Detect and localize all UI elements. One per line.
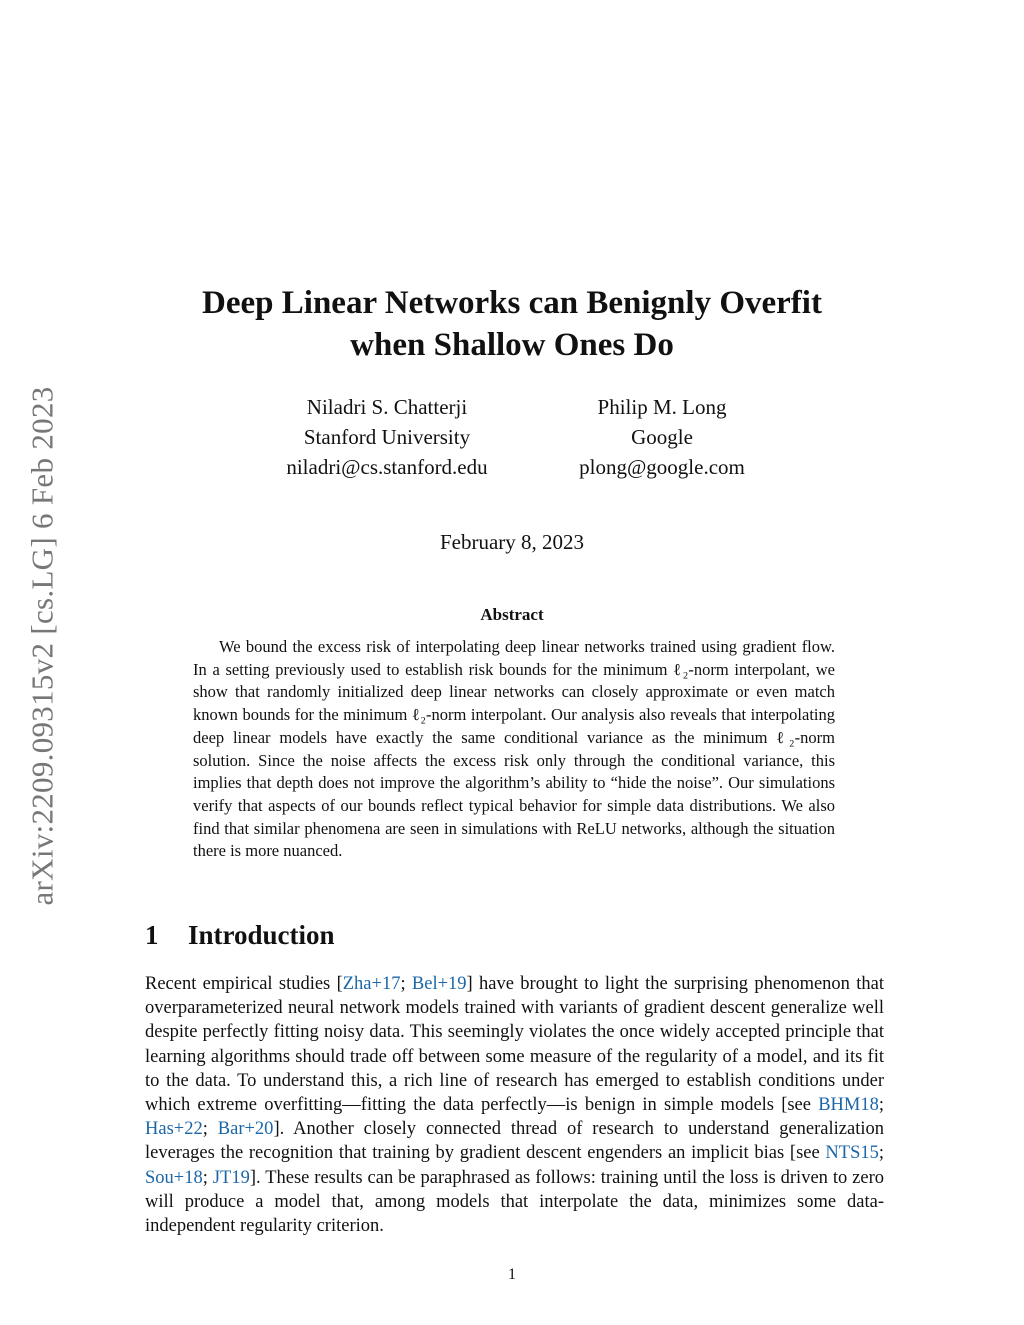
section-number: 1 [145,920,159,950]
intro-paragraph [145,972,884,1238]
citation-link[interactable]: Bar+20 [217,1119,274,1140]
page-number: 1 [508,1266,516,1283]
citation-link[interactable]: JT19 [212,1167,250,1188]
paper-date: February 8, 2023 [439,530,585,554]
section-title: Introduction [188,920,335,950]
intro-text-4: ]. These results can be paraphrased as follows: training until the loss is driven to zero will produce a model that, among models that interpolate the data, minimizes some data-independent regularity criterion. [145,1167,884,1237]
author-1-affiliation: Stanford University [303,425,471,449]
citation-separator: ; [878,1143,884,1164]
citation-separator: ; [202,1119,218,1140]
author-1-name: Niladri S. Chatterji [306,395,468,419]
title-line-2: when Shallow Ones Do [350,327,674,363]
arxiv-identifier: arXiv:2209.09315v2 [cs.LG] 6 Feb 2023 [25,386,60,906]
citation-link[interactable]: Sou+18 [145,1167,203,1188]
citation-separator: ; [202,1167,213,1188]
author-2-name: Philip M. Long [597,395,727,419]
author-2-email: plong@google.com [579,455,745,479]
paper-title [130,282,894,366]
abstract-heading: Abstract [480,605,544,624]
title-line-1: Deep Linear Networks can Benignly Overfit [202,285,822,321]
intro-text-3: ]. Another closely connected thread of research to understand generalization leverages the recognition that training by gradient descent engenders an implicit bias [see [145,1119,884,1164]
citation-separator: ; [400,974,412,994]
citation-link[interactable]: BHM18 [818,1095,879,1116]
arxiv-sidebar [26,365,60,927]
citation-link[interactable]: Zha+17 [342,974,401,994]
citation-link[interactable]: NTS15 [825,1143,879,1164]
author-1 [237,392,537,482]
author-2-affiliation: Google [631,425,693,449]
author-1-email: niladri@cs.stanford.edu [286,455,488,479]
section-heading [145,920,335,951]
abstract-text: We bound the excess risk of interpolating deep linear networks trained using gradient flow. In a setting previously used to establish risk bounds for the minimum ℓ₂-norm interpolant, we show that randomly initialized deep linear networks can closely approximate or even match known bounds for the minimum ℓ₂-norm interpolant. Our analysis also reveals that interpolating deep linear models have exactly the same conditional variance as the minimum ℓ₂-norm solution. Since the noise affects the excess risk only through the conditional variance, this implies that depth does not improve the algorithm’s ability to “hide the noise”. Our simulations verify that aspects of our bounds reflect typical behavior for simple data distributions. We also find that similar phenomena are seen in simulations with ReLU networks, although the situation there is more nuanced. [193,637,835,861]
intro-text-1: Recent empirical studies [ [145,974,343,994]
author-2 [512,392,812,482]
citation-link[interactable]: Has+22 [145,1119,203,1140]
intro-text-2: ] have brought to light the surprising phenomenon that overparameterized neural network models trained with variants of gradient descent generalize well despite perfectly fitting noisy data. This seemingly violates the once widely accepted principle that learning algorithms should trade off between some measure of the regularity of a model, and its fit to the data. To understand this, a rich line of research has emerged to establish conditions under which extreme overfitting—fitting the data perfectly—is benign in simple models [see [145,974,884,1116]
citation-separator: ; [878,1095,884,1116]
citation-link[interactable]: Bel+19 [411,974,467,994]
